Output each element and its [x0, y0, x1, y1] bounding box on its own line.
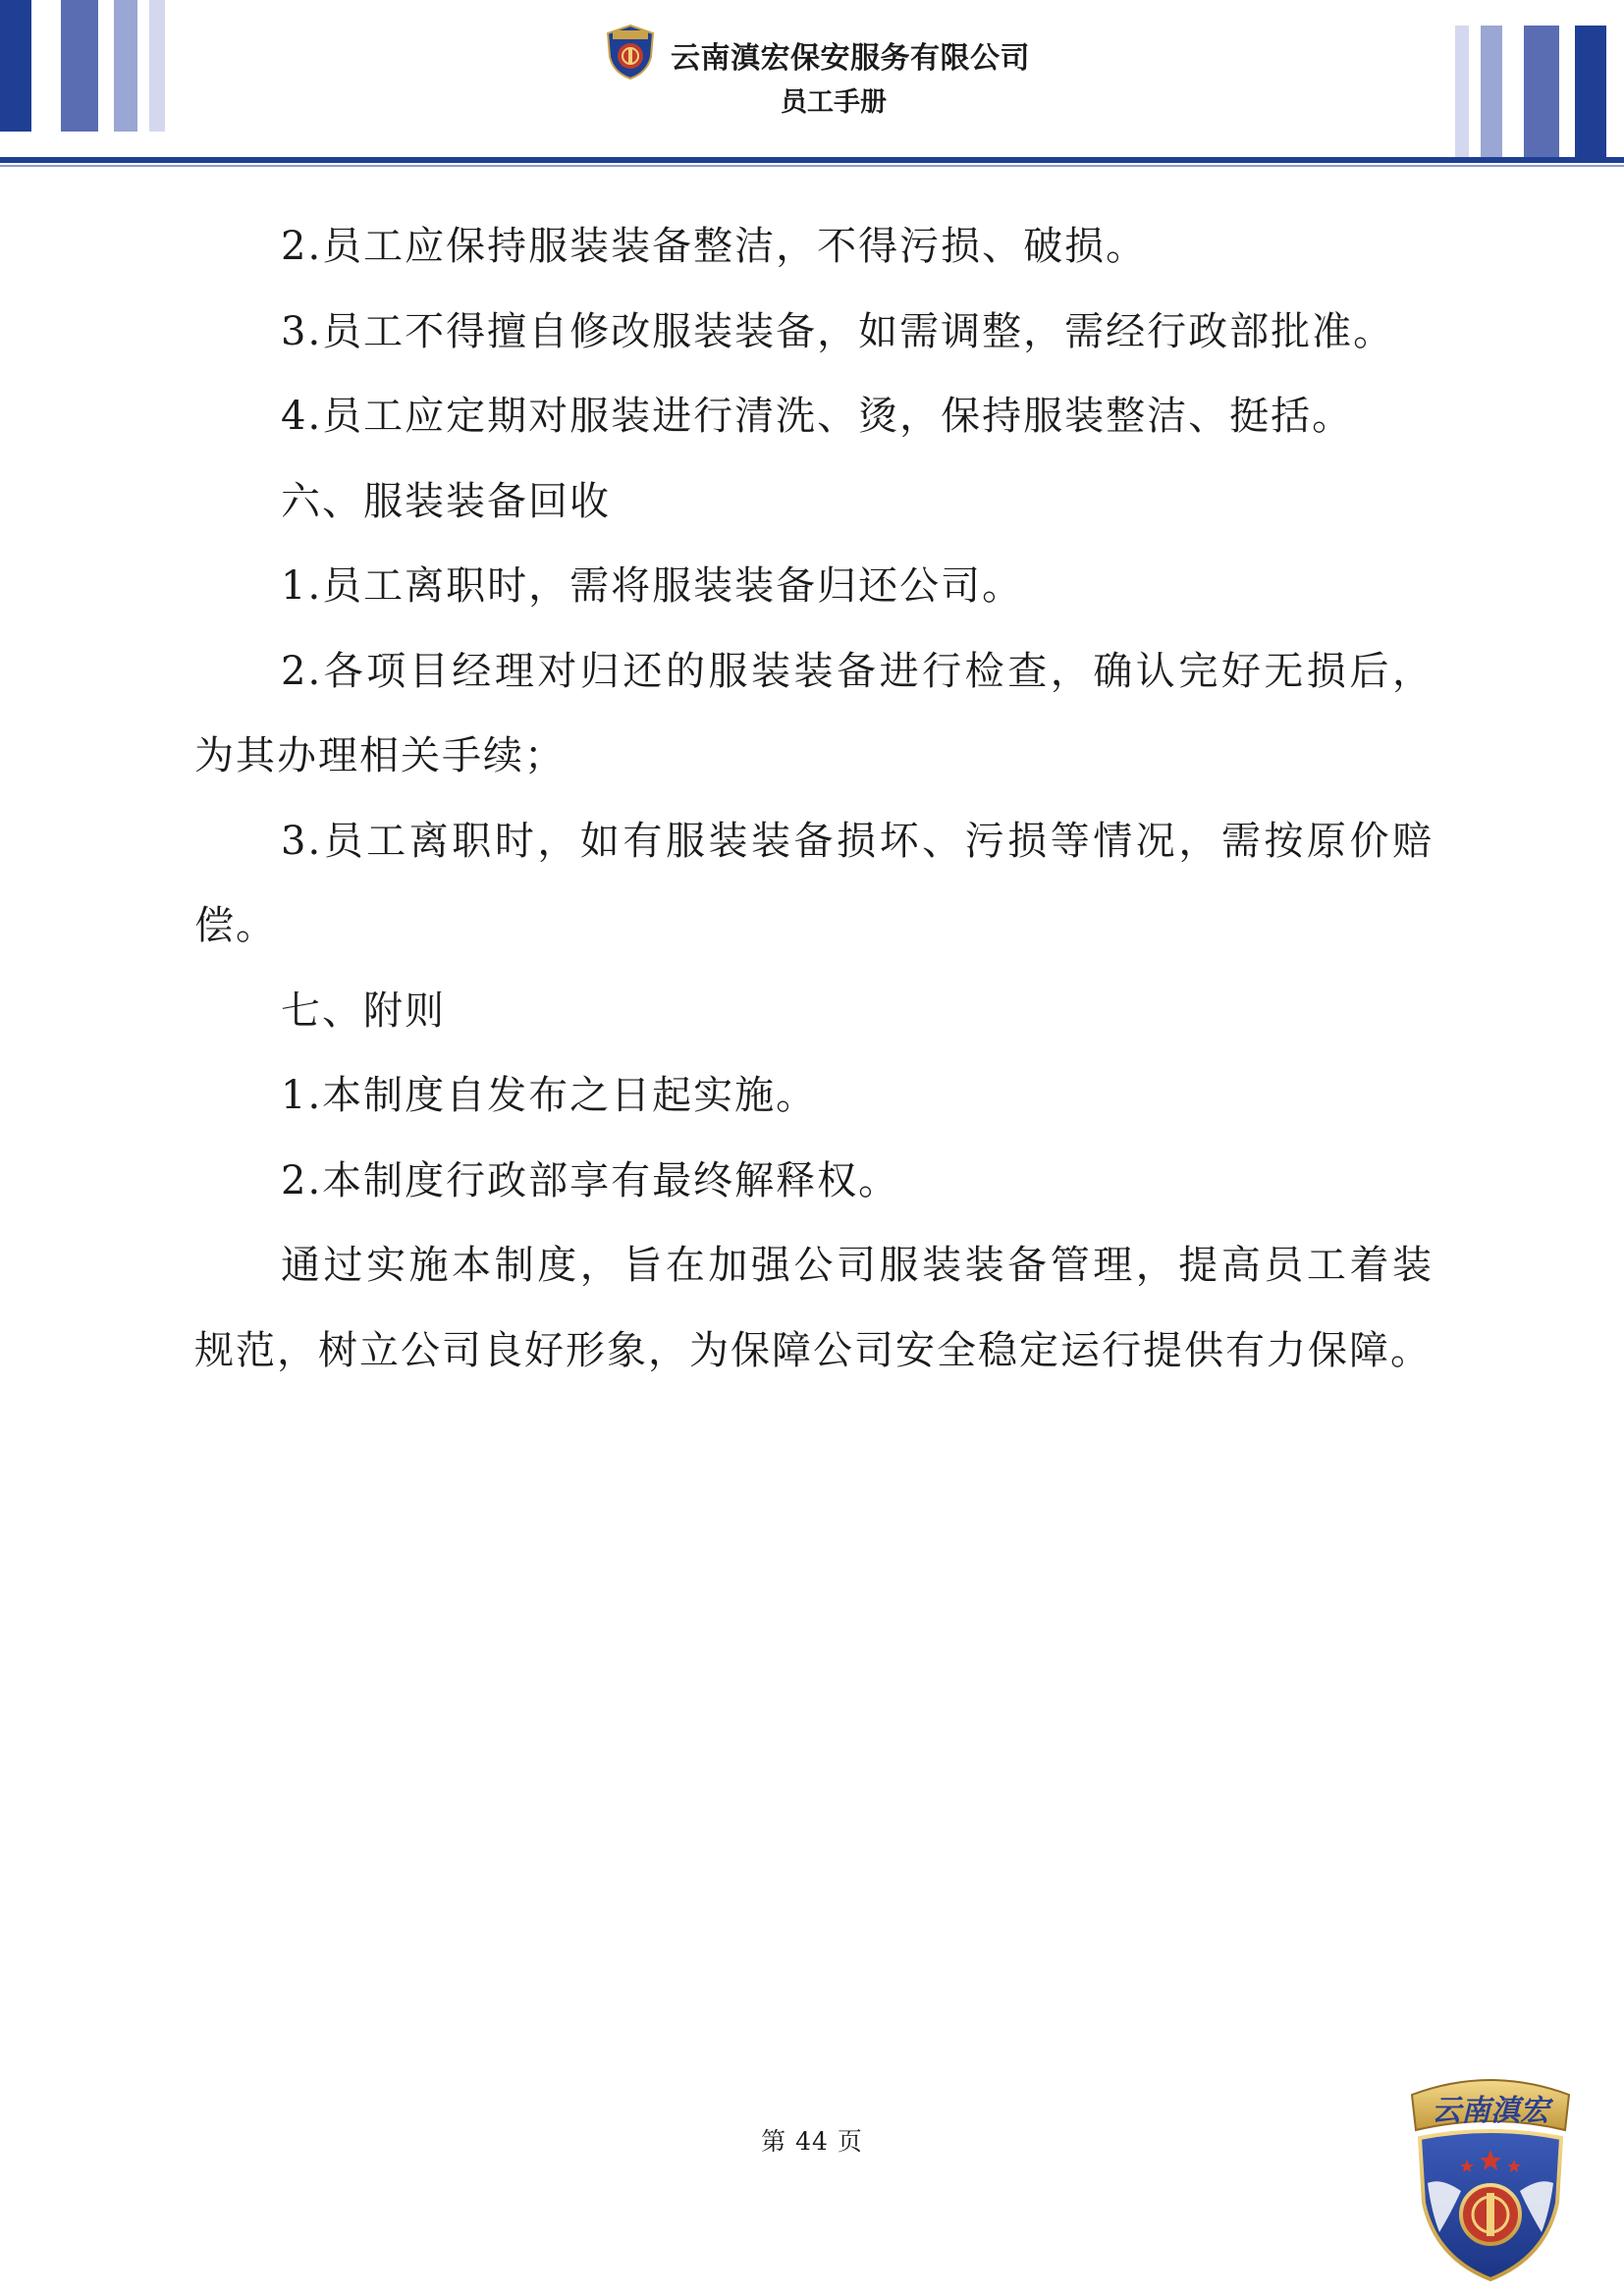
closing-paragraph: 通过实施本制度，旨在加强公司服装装备管理，提高员工着装规范，树立公司良好形象，为保障公司安全稳定运行提供有力保障。 [194, 1243, 1434, 1373]
body-paragraph: 3.员工不得擅自修改服装装备，如需调整，需经行政部批准。 [281, 308, 1395, 354]
section-heading: 七、附则 [281, 988, 446, 1034]
page-number: 第 44 页 [761, 2127, 863, 2156]
footer-logo-text: 云南滇宏 [1432, 2094, 1549, 2128]
winged-shield-logo-icon [1402, 2065, 1579, 2283]
section-heading: 六、服装装备回收 [281, 478, 611, 524]
header-title-block [604, 24, 1036, 132]
header-deco-bar [61, 0, 98, 132]
page-header [0, 0, 1624, 169]
handbook-title: 员工手册 [781, 87, 887, 118]
document-body [194, 204, 1434, 1393]
body-paragraph: 4.员工应定期对服装进行清洗、烫，保持服装整洁、挺括。 [281, 394, 1354, 439]
header-deco-bar [0, 0, 31, 132]
header-rule [0, 157, 1624, 163]
body-paragraph: 2.本制度行政部享有最终解释权。 [281, 1157, 900, 1203]
header-deco-bar [1575, 26, 1606, 157]
header-deco-bar [1481, 26, 1502, 157]
body-paragraph: 2.各项目经理对归还的服装装备进行检查，确认完好无损后，为其办理相关手续； [194, 648, 1434, 778]
police-shield-emblem-icon [604, 24, 657, 80]
header-deco-bar [114, 0, 137, 132]
header-rule-thin [0, 165, 1624, 167]
body-paragraph: 2.员工应保持服装装备整洁，不得污损、破损。 [281, 224, 1148, 269]
body-paragraph: 3.员工离职时，如有服装装备损坏、污损等情况，需按原价赔偿。 [194, 818, 1434, 948]
company-name: 云南滇宏保安服务有限公司 [671, 41, 1030, 76]
body-paragraph: 1.员工离职时，需将服装装备归还公司。 [281, 563, 1024, 609]
header-deco-bar [1524, 26, 1559, 157]
header-deco-bar [1455, 26, 1469, 157]
body-paragraph: 1.本制度自发布之日起实施。 [281, 1073, 818, 1118]
header-deco-bar [149, 0, 165, 132]
